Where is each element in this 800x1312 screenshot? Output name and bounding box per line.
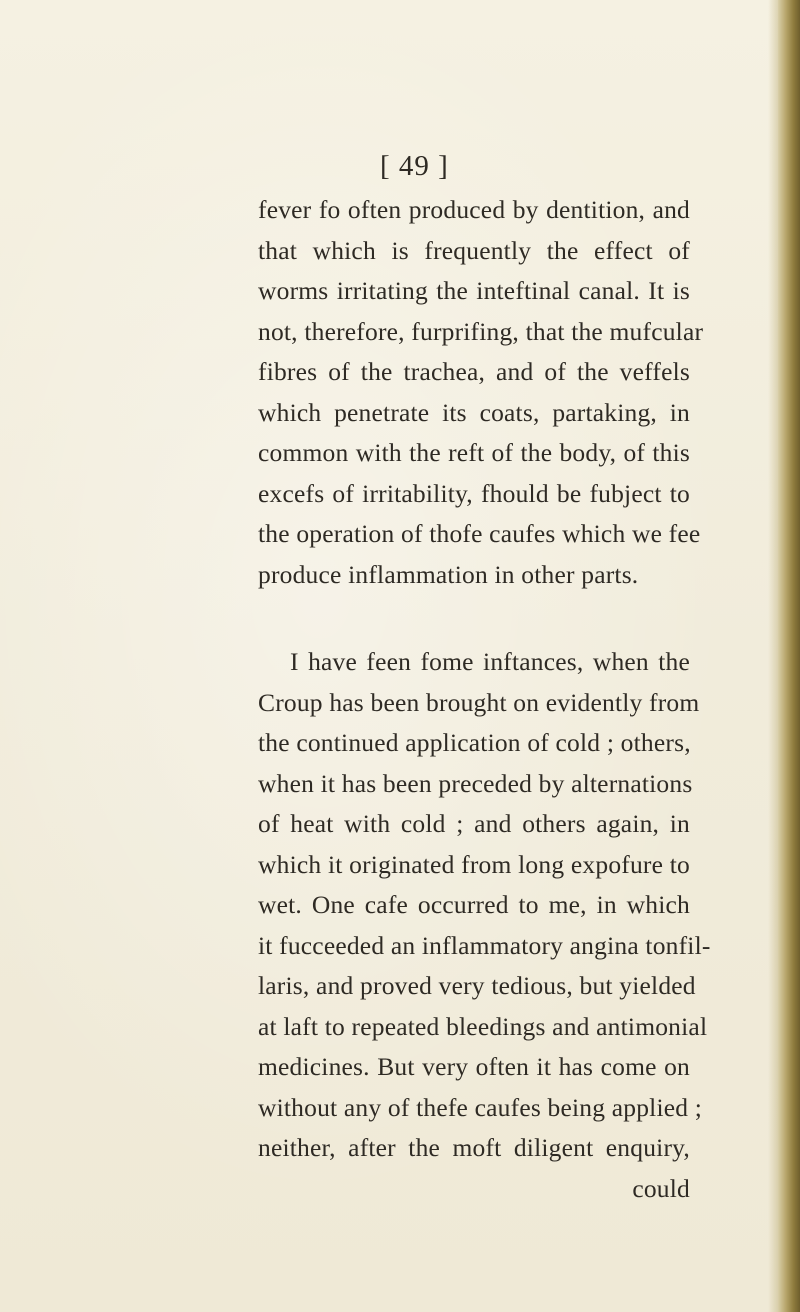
body-text: [258, 190, 711, 1209]
paragraph-2: [258, 642, 711, 1169]
text-line: neither, after the moft diligent enquiry,: [258, 1133, 690, 1162]
text-line: fever fo often produced by dentition, and: [258, 195, 690, 224]
text-line: common with the reft of the body, of this: [258, 438, 690, 467]
text-line: Croup has been brought on evidently from: [258, 687, 700, 717]
page-number: [ 49 ]: [380, 150, 449, 182]
text-line: medicines. But very often it has come on: [258, 1052, 690, 1081]
text-line: excefs of irritability, fhould be fubject to: [258, 478, 690, 508]
text-line: of heat with cold ; and others again, in: [258, 809, 690, 838]
text-line: the continued application of cold ; others,: [258, 728, 691, 757]
text-line: which it originated from long expofure to: [258, 849, 690, 879]
text-line: it fucceeded an inflammatory angina tonfil-: [258, 930, 711, 960]
text-line: when it has been preceded by alternations: [258, 768, 693, 798]
text-line: at laft to repeated bleedings and antimonial: [258, 1011, 708, 1041]
text-line: that which is frequently the effect of: [258, 235, 690, 265]
text-line: laris, and proved very tedious, but yielded: [258, 971, 696, 1000]
text-line: I have feen fome inftances, when the: [290, 647, 690, 676]
paragraph-spacer: [258, 595, 690, 642]
book-binding-edge: [778, 0, 800, 1312]
page-edge-shadow: [768, 0, 778, 1312]
paragraph-1: [258, 190, 704, 595]
text-line: without any of thefe caufes being applied ;: [258, 1092, 703, 1122]
text-line: the operation of thofe caufes which we fee: [258, 519, 701, 548]
text-line: not, therefore, furprifing, that the mufcular: [258, 316, 704, 346]
text-line: fibres of the trachea, and of the veffels: [258, 357, 690, 386]
catchword: could: [632, 1173, 690, 1203]
text-line: which penetrate its coats, partaking, in: [258, 397, 690, 427]
text-line: produce inflammation in other parts.: [258, 559, 639, 589]
text-line: wet. One cafe occurred to me, in which: [258, 890, 690, 919]
text-line: worms irritating the inteftinal canal. It is: [258, 276, 690, 305]
